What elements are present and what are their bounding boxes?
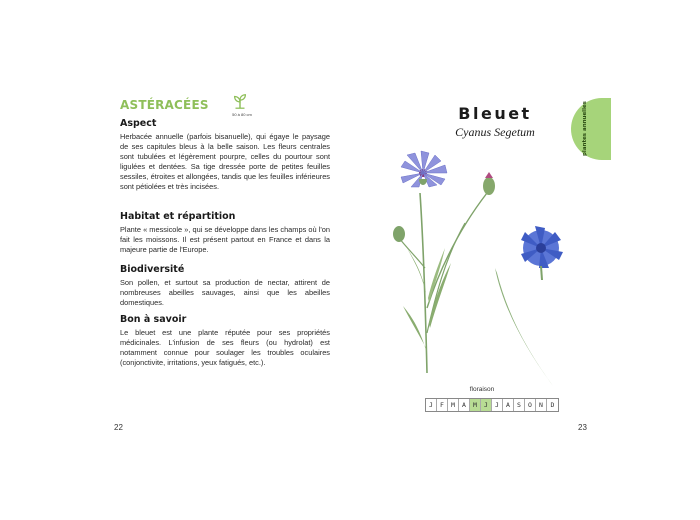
- flowering-calendar: [425, 398, 559, 412]
- plant-title: Bleuet: [458, 104, 532, 123]
- page-number-left: 22: [114, 423, 123, 432]
- section-text-bon-a-savoir: Le bleuet est une plante réputée pour ses propriétés médicinales. L'infusion de ses fleurs (ou hydrolat) est notamment connue pour soulager les troubles oculaires (conjonctivite, irritations, yeux fatigués, etc.).: [120, 328, 330, 367]
- sprout-icon: [231, 92, 249, 110]
- month-cell: A: [459, 399, 470, 411]
- section-text-biodiversite: Son pollen, et surtout sa production de nectar, attirent de nombreuses abeilles sauvages, ainsi que les abeilles domestiques.: [120, 278, 330, 307]
- section-title-habitat: Habitat et répartition: [120, 211, 236, 222]
- month-cell: J: [481, 399, 492, 411]
- floraison-label: floraison: [469, 386, 495, 393]
- month-cell: O: [525, 399, 536, 411]
- month-cell: N: [536, 399, 547, 411]
- month-cell: D: [550, 401, 555, 409]
- section-title-bon-a-savoir: Bon à savoir: [120, 314, 187, 325]
- section-text-aspect: Herbacée annuelle (parfois bisanuelle), qui égaye le paysage de ses capitules bleus à la belle saison. Les fleurs centrales sont tubulées et légèrement pourpre, celles du pourtour sont ligulées et dentées. Sa tige dressée porte de petites feuilles sessiles, étroites et allongées, tandis que les feuilles inférieures sont pétiolées et très incisées.: [120, 132, 330, 191]
- category-tab-label: plantes annuelles: [582, 101, 588, 157]
- page-number-right: 23: [578, 423, 587, 432]
- section-title-aspect: Aspect: [120, 118, 157, 129]
- month-cell: S: [514, 399, 525, 411]
- section-text-habitat: Plante « messicole », qui se développe dans les champs où l'on fait les moissons. Il est présent partout en France et dans la majeure partie de l'Europe.: [120, 225, 330, 254]
- month-cell: F: [437, 399, 448, 411]
- plant-size-note: 50 à 80 cm: [232, 112, 252, 117]
- section-title-biodiversite: Biodiversité: [120, 264, 185, 275]
- cornflower-illustration: [385, 148, 565, 388]
- month-cell: M: [448, 399, 459, 411]
- month-cell: A: [503, 399, 514, 411]
- scientific-name: Cyanus Segetum: [455, 125, 535, 139]
- family-label: ASTÉRACÉES: [120, 98, 209, 112]
- month-cell: M: [470, 399, 481, 411]
- month-cell: J: [426, 399, 437, 411]
- month-cell: J: [492, 399, 503, 411]
